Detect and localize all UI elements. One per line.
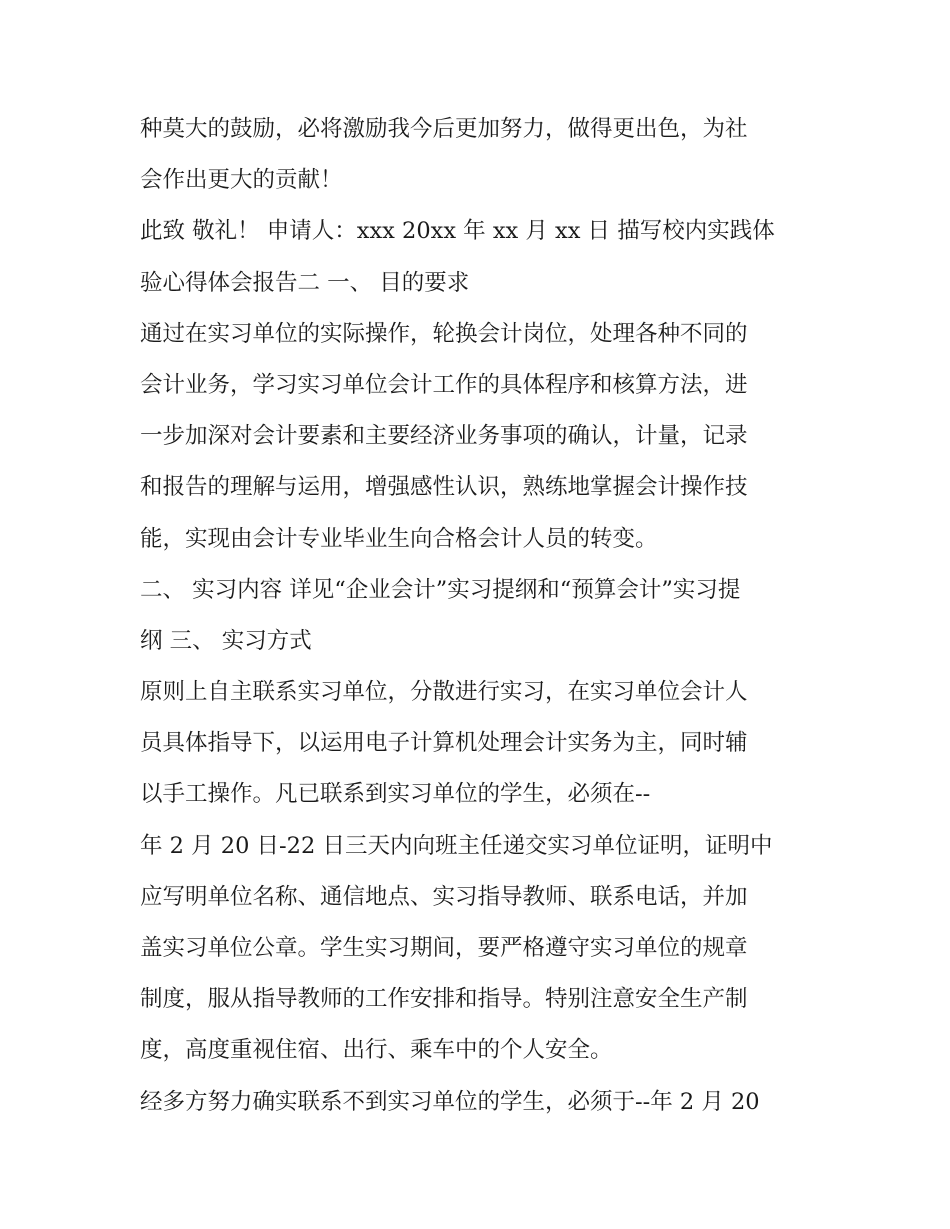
- text-line: 验心得体会报告二 一、 目的要求: [140, 269, 470, 296]
- text-line: 原则上自主联系实习单位，分散进行实习，在实习单位会计人: [140, 679, 748, 706]
- text-line: 度，高度重视住宿、出行、乘车中的个人安全。: [140, 1037, 613, 1064]
- text-line: 员具体指导下，以运用电子计算机处理会计实务为主，同时辅: [140, 730, 748, 757]
- text-line: 和报告的理解与运用，增强感性认识，熟练地掌握会计操作技: [140, 474, 748, 501]
- text-line: 应写明单位名称、通信地点、实习指导教师、联系电话，并加: [140, 883, 748, 910]
- text-line: 纲 三、 实习方式: [140, 627, 312, 654]
- text-line: 种莫大的鼓励，必将激励我今后更加努力，做得更出色，为社: [140, 116, 748, 142]
- text-line: 以手工操作。凡已联系到实习单位的学生，必须在--: [140, 781, 651, 808]
- text-line: 制度，服从指导教师的工作安排和指导。特别注意安全生产制: [140, 986, 748, 1013]
- text-line: 通过在实习单位的实际操作，轮换会计岗位，处理各种不同的: [140, 320, 748, 347]
- text-line: 会作出更大的贡献！: [140, 167, 343, 194]
- document-body: [140, 104, 820, 1128]
- text-line: 一步加深对会计要素和主要经济业务事项的确认，计量，记录: [140, 423, 748, 450]
- text-line: 年 2 月 20 日-22 日三天内向班主任递交实习单位证明，证明中: [140, 832, 773, 859]
- text-line: 此致 敬礼！ 申请人：xxx 20xx 年 xx 月 xx 日 描写校内实践体: [140, 218, 775, 245]
- text-line: 会计业务，学习实习单位会计工作的具体程序和核算方法，进: [140, 371, 748, 398]
- text-line: 能，实现由会计专业毕业生向合格会计人员的转变。: [140, 525, 658, 552]
- text-line: 二、 实习内容 详见“企业会计”实习提纲和“预算会计”实习提: [140, 576, 741, 603]
- text-line: 经多方努力确实联系不到实习单位的学生，必须于--年 2 月 20: [140, 1088, 760, 1115]
- text-line: 盖实习单位公章。学生实习期间，要严格遵守实习单位的规章: [140, 935, 748, 961]
